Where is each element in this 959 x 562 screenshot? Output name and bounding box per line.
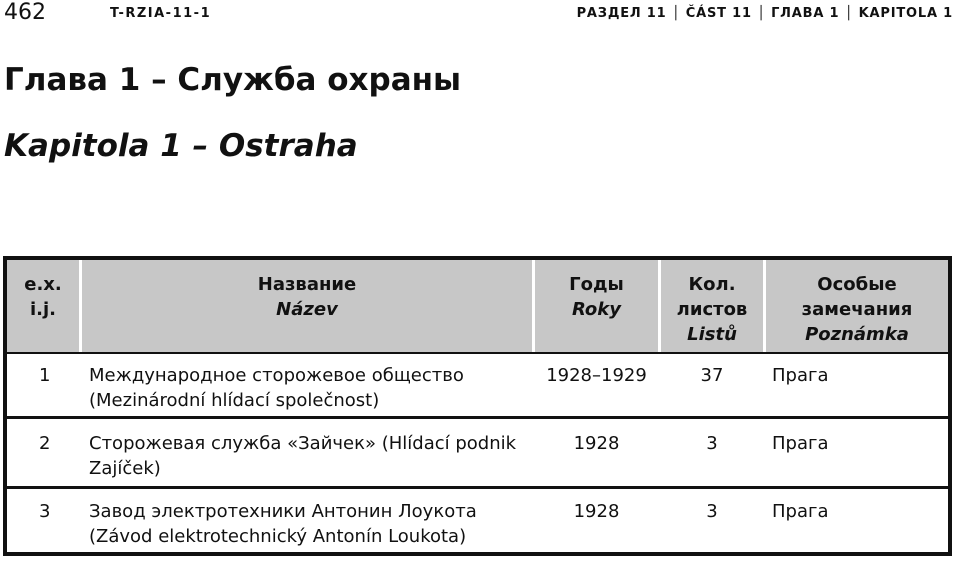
- running-head: [0, 0, 959, 28]
- header-num: e.x. i.j.: [24, 274, 62, 320]
- header-name: Название Název: [257, 274, 357, 320]
- cell-name-ru: Завод электротехники Антонин Лоукота: [89, 501, 477, 522]
- section-header: РАЗДЕЛ 11 │ ČÁST 11 │ ГЛАВА 1 │ KAPITOLA 1: [576, 6, 953, 21]
- header-sheets: Кол. листов Listů: [676, 274, 748, 345]
- cell-name-cz: (Závod elektrotechnický Antonín Loukota): [89, 526, 467, 547]
- cell-years: 1928–1929: [546, 365, 647, 386]
- cell-notes: Прага: [772, 501, 829, 522]
- table-row: [7, 354, 948, 416]
- chapter-title-cz: Kapitola 1 – Ostraha: [4, 128, 358, 164]
- cell-sheets: 3: [706, 433, 718, 454]
- cell-num: 1: [39, 365, 51, 386]
- cell-name-ru: Сторожевая служба «Зайчек» (Hlídací podnik: [89, 433, 517, 454]
- cell-sheets: 37: [700, 365, 724, 386]
- chapter-title-ru: Глава 1 – Служба охраны: [4, 62, 462, 98]
- cell-name-cz: (Mezinárodní hlídací společnost): [89, 390, 380, 411]
- document-code: T-RZIA-11-1: [110, 6, 212, 21]
- inventory-table: [3, 256, 952, 556]
- cell-num: 2: [39, 433, 51, 454]
- cell-years: 1928: [573, 501, 620, 522]
- cell-years: 1928: [573, 433, 620, 454]
- table-row: [7, 489, 948, 552]
- header-years: Годы Roky: [569, 274, 624, 320]
- cell-sheets: 3: [706, 501, 718, 522]
- header-notes: Особые замечания Poznámka: [801, 274, 913, 345]
- table-row: [7, 419, 948, 486]
- cell-notes: Прага: [772, 433, 829, 454]
- cell-notes: Прага: [772, 365, 829, 386]
- cell-name-cz: Zajíček): [89, 458, 161, 479]
- table-header: [7, 260, 948, 352]
- cell-num: 3: [39, 501, 51, 522]
- page-number: 462: [4, 0, 46, 25]
- cell-name-ru: Международное сторожевое общество: [89, 365, 464, 386]
